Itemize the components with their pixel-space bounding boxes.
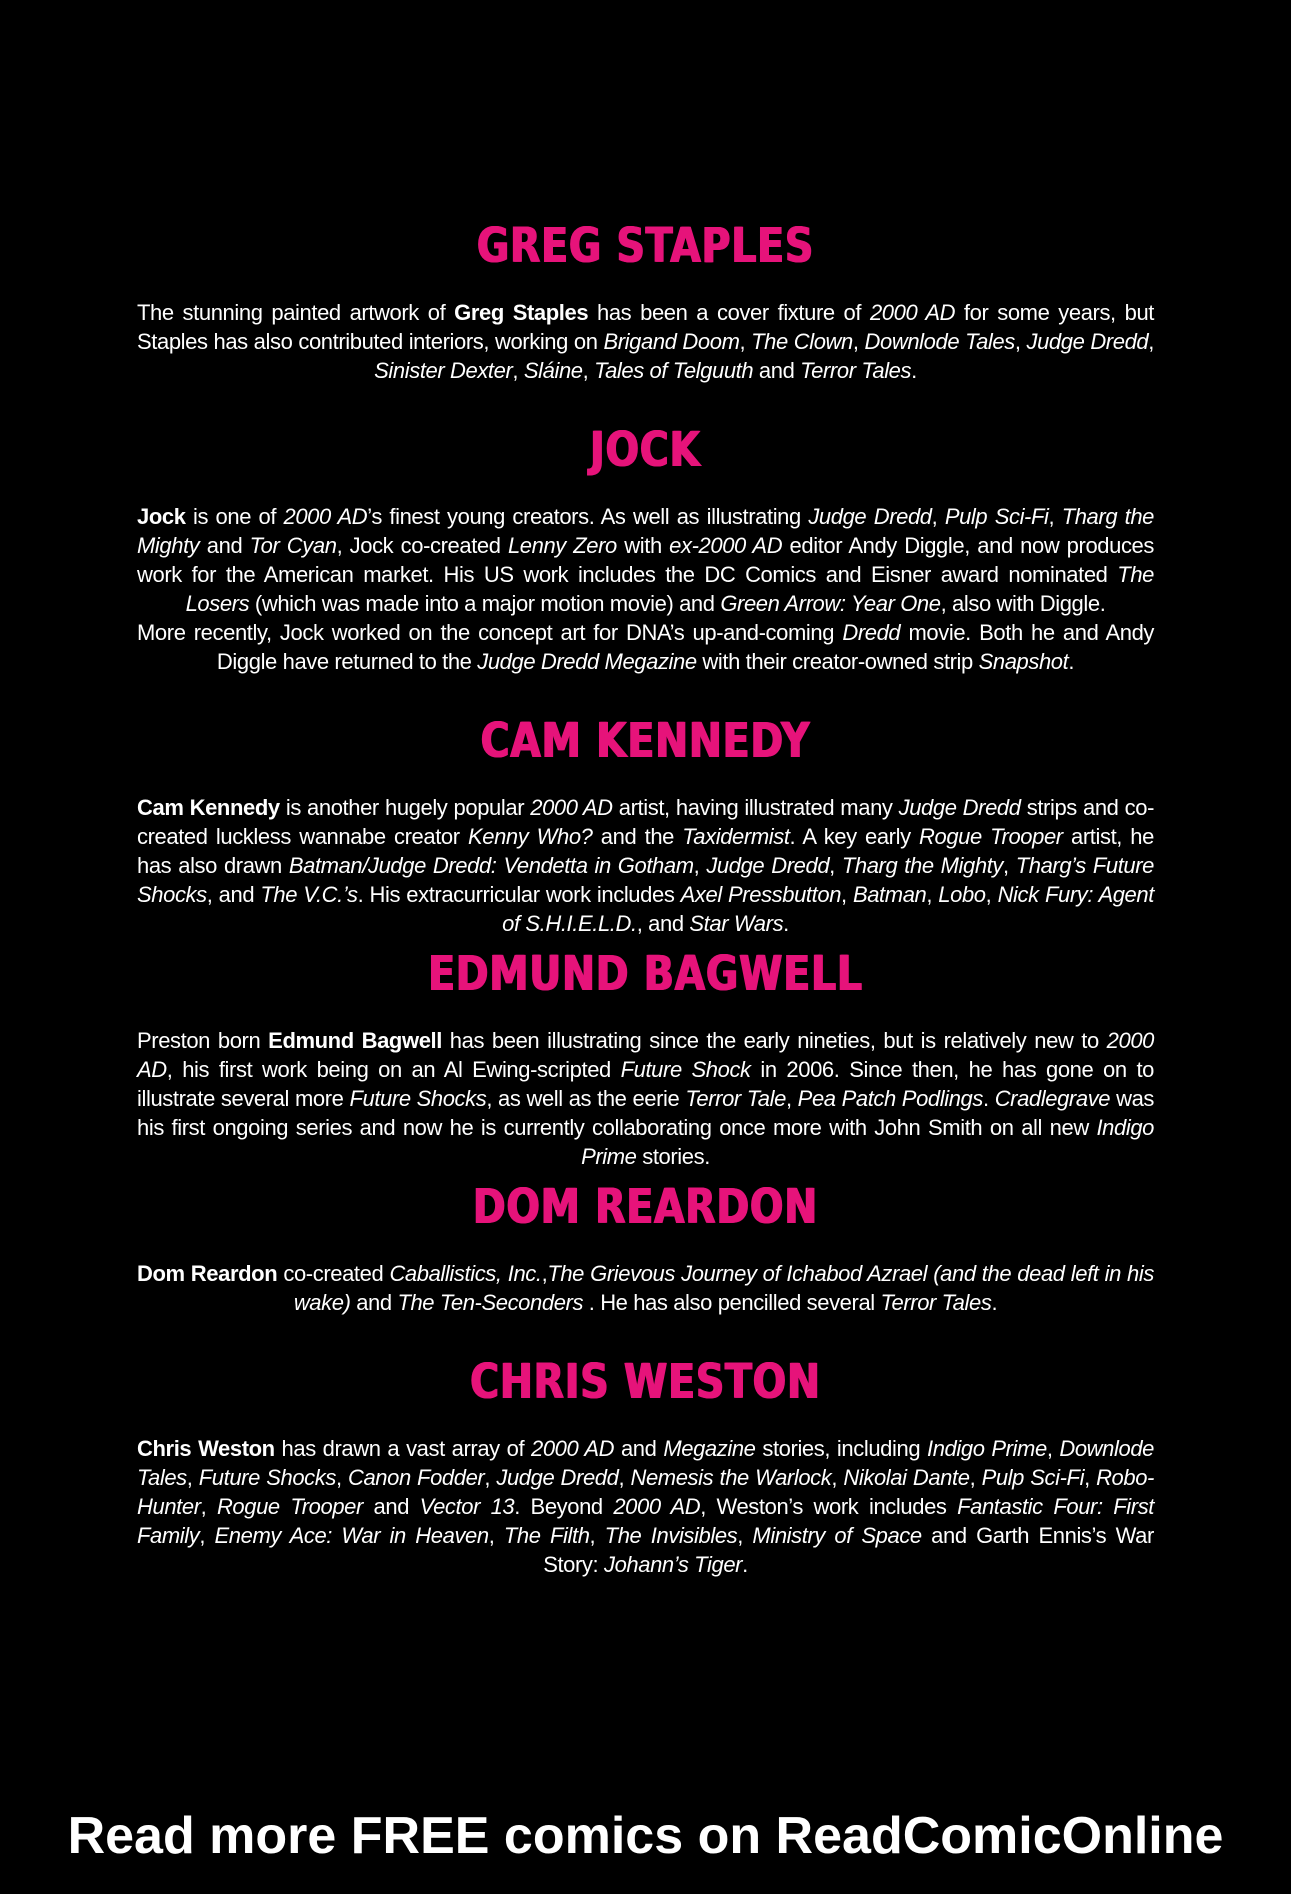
- work-title: Future Shock: [620, 1057, 751, 1082]
- work-title: Tharg the Mighty: [137, 504, 1154, 558]
- bio-text-run: More recently, Jock worked on the concept art for DNA’s up-and-coming: [137, 620, 843, 645]
- work-title: Pulp Sci-Fi: [981, 1465, 1085, 1490]
- work-title: Pea Patch Podlings: [797, 1086, 983, 1111]
- bio-jock: [137, 422, 1154, 676]
- work-title: Pulp Sci-Fi: [944, 504, 1049, 529]
- bio-text-run: ,: [1048, 504, 1062, 529]
- work-title: Judge Dredd: [496, 1465, 619, 1490]
- work-title: Megazine: [663, 1436, 756, 1461]
- bio-text-run: stories, including: [755, 1436, 927, 1461]
- bio-text-run: ,: [541, 1261, 548, 1286]
- bio-text-run: is another hugely popular: [279, 795, 531, 820]
- bio-text-run: has drawn a vast array of: [274, 1436, 532, 1461]
- bio-text-run: ,: [335, 1465, 348, 1490]
- work-title: Terror Tales: [800, 358, 912, 383]
- bio-text-run: strips and co-created luckless wannabe creator: [137, 795, 1154, 849]
- bio-text-run: and Garth Ennis’s War Story:: [543, 1523, 1154, 1577]
- bio-text-run: and the: [592, 824, 683, 849]
- work-title: Lobo: [938, 882, 986, 907]
- bio-text-run: ,: [785, 1086, 798, 1111]
- work-title: Lenny Zero: [507, 533, 617, 558]
- work-title: The Losers: [185, 562, 1154, 616]
- bio-text-run: , also with Diggle.: [940, 591, 1106, 616]
- work-title: Sinister Dexter: [374, 358, 513, 383]
- bio-text-run: was his first ongoing series and now he is currently collaborating once more with John Smith on all new: [137, 1086, 1155, 1140]
- work-title: Indigo Prime: [926, 1436, 1047, 1461]
- bio-text-run: and: [362, 1494, 420, 1519]
- bio-text-run: movie. Both he and Andy Diggle have returned to the: [216, 620, 1154, 674]
- bio-text-run: . Beyond: [514, 1494, 614, 1519]
- bio-text-run: artist, he has also drawn: [137, 824, 1154, 878]
- work-title: The Clown: [751, 329, 853, 354]
- bio-text-run: ,: [618, 1465, 631, 1490]
- bio-text-run: ,: [739, 329, 752, 354]
- bio-text-run: ,: [199, 1523, 215, 1548]
- bio-text-run: for some years, but Staples has also contributed interiors, working on: [137, 300, 1154, 354]
- work-title: The Invisibles: [604, 1523, 738, 1548]
- bio-text-run: (which was made into a major motion movie) and: [249, 591, 721, 616]
- bio-text-run: in 2006. Since then, he has gone on to illustrate several more: [137, 1057, 1154, 1111]
- work-title: Terror Tales: [880, 1290, 992, 1315]
- work-title: Judge Dredd: [808, 504, 932, 529]
- bio-text-run: ,: [852, 329, 865, 354]
- work-title: Star Wars: [689, 911, 784, 936]
- bio-text-run: and: [614, 1436, 664, 1461]
- bio-name-bold: Cam Kennedy: [137, 795, 280, 820]
- work-title: Tor Cyan: [249, 533, 337, 558]
- bio-text-run: , Jock co-created: [336, 533, 508, 558]
- bio-heading: JOCK: [590, 422, 701, 478]
- bio-heading: CHRIS WESTON: [470, 1354, 821, 1410]
- work-title: Axel Pressbutton: [680, 882, 842, 907]
- bio-text-run: ,: [589, 1523, 605, 1548]
- bio-text-run: ,: [1084, 1465, 1097, 1490]
- bio-text-run: .: [1068, 649, 1075, 674]
- work-title: Vector 13: [419, 1494, 515, 1519]
- work-title: Dredd: [842, 620, 901, 645]
- bio-text-run: , and: [206, 882, 261, 907]
- bio-text-run: and: [753, 358, 801, 383]
- work-title: The Filth: [503, 1523, 590, 1548]
- bio-text-run: ,: [926, 882, 939, 907]
- work-title: Tharg the Mighty: [841, 853, 1004, 878]
- bio-text-run: ,: [488, 1523, 504, 1548]
- work-title: Judge Dredd: [898, 795, 1021, 820]
- work-title: Kenny Who?: [467, 824, 593, 849]
- footer-banner: Read more FREE comics on ReadComicOnline: [67, 1807, 1224, 1865]
- bio-text: [137, 1259, 1154, 1317]
- work-title: Judge Dredd: [706, 853, 830, 878]
- work-title: Future Shocks: [349, 1086, 487, 1111]
- bio-text-run: co-created: [277, 1261, 390, 1286]
- bio-heading: GREG STAPLES: [476, 218, 815, 274]
- work-title: Brigand Doom: [603, 329, 740, 354]
- bio-chris-weston: [137, 1354, 1155, 1579]
- bio-text-run: Preston born: [137, 1028, 269, 1053]
- work-title: Robo-Hunter: [137, 1465, 1154, 1519]
- bio-text-run: ,: [1003, 853, 1016, 878]
- bio-text-run: ,: [829, 853, 842, 878]
- bio-text-run: ,: [1014, 329, 1027, 354]
- work-title: Green Arrow: Year One: [720, 591, 941, 616]
- bio-name-bold: Chris Weston: [137, 1436, 275, 1461]
- bio-text-run: , his first work being on an Al Ewing-scripted: [166, 1057, 621, 1082]
- work-title: 2000 AD: [137, 1028, 1154, 1082]
- bio-text: [137, 1026, 1154, 1171]
- bio-dom-reardon: [137, 1179, 1154, 1317]
- work-title: 2000 AD: [869, 300, 956, 325]
- bio-text-run: ,: [186, 1465, 199, 1490]
- bio-text-run: . A key early: [789, 824, 919, 849]
- bio-text-run: , Weston’s work includes: [700, 1494, 958, 1519]
- work-title: Nemesis the Warlock: [630, 1465, 832, 1490]
- work-title: Nick Fury: Agent of S.H.I.E.L.D.: [502, 882, 1154, 936]
- work-title: The V.C.’s: [260, 882, 358, 907]
- bio-text-run: stories.: [636, 1144, 710, 1169]
- bio-text-run: ’s finest young creators. As well as illustrating: [367, 504, 809, 529]
- work-title: Canon Fodder: [347, 1465, 485, 1490]
- bio-text-run: . He has also pencilled several: [583, 1290, 881, 1315]
- bio-text-run: ,: [985, 882, 998, 907]
- bio-edmund-bagwell: [137, 946, 1155, 1171]
- bio-text: [137, 298, 1154, 385]
- bio-text-run: ,: [512, 358, 524, 383]
- work-title: Judge Dredd: [1026, 329, 1149, 354]
- work-title: Judge Dredd Megazine: [477, 649, 697, 674]
- bio-text-run: ,: [582, 358, 595, 383]
- work-title: 2000 AD: [531, 1436, 615, 1461]
- bio-text-run: artist, having illustrated many: [612, 795, 899, 820]
- bio-text-run: .: [742, 1552, 748, 1577]
- bio-text-run: ,: [831, 1465, 844, 1490]
- work-title: Batman: [852, 882, 927, 907]
- bio-text-run: ,: [931, 504, 945, 529]
- work-title: Taxidermist: [682, 824, 790, 849]
- bio-heading: CAM KENNEDY: [480, 713, 811, 769]
- work-title: The Ten-Seconders: [397, 1290, 584, 1315]
- work-title: Downlode Tales: [137, 1436, 1154, 1490]
- bio-text-run: ,: [841, 882, 853, 907]
- work-title: 2000 AD: [283, 504, 368, 529]
- bio-text-run: ,: [1148, 329, 1154, 354]
- bio-text-run: , as well as the eerie: [486, 1086, 686, 1111]
- bio-text-run: with their creator-owned strip: [696, 649, 979, 674]
- bio-text-run: . His extracurricular work includes: [357, 882, 681, 907]
- bio-text-run: is one of: [185, 504, 284, 529]
- bio-text-run: has been illustrating since the early nineties, but is relatively new to: [441, 1028, 1107, 1053]
- bio-text: [137, 793, 1154, 938]
- bio-name-bold: Jock: [137, 504, 186, 529]
- bio-text-run: , and: [636, 911, 690, 936]
- work-title: Rogue Trooper: [919, 824, 1063, 849]
- bio-cam-kennedy: [137, 713, 1155, 938]
- work-title: Batman/Judge Dredd: Vendetta in Gotham: [288, 853, 694, 878]
- bio-heading: DOM REARDON: [472, 1179, 819, 1235]
- work-title: Johann’s Tiger: [603, 1552, 743, 1577]
- work-title: 2000 AD: [613, 1494, 701, 1519]
- work-title: Enemy Ace: War in Heaven: [214, 1523, 489, 1548]
- bio-text-run: and: [199, 533, 250, 558]
- bio-text-run: .: [911, 358, 917, 383]
- work-title: Caballistics, Inc.: [389, 1261, 542, 1286]
- work-title: The Grievous Journey of Ichabod Azrael (and the dead left in his wake): [293, 1261, 1154, 1315]
- bio-text-run: ,: [693, 853, 707, 878]
- bio-text-run: ,: [1046, 1436, 1060, 1461]
- work-title: Ministry of Space: [752, 1523, 922, 1548]
- bio-text-run: .: [783, 911, 789, 936]
- bio-text-run: ,: [737, 1523, 753, 1548]
- bio-text: [137, 1434, 1154, 1579]
- bio-text-run: .: [991, 1290, 998, 1315]
- bio-name-bold: Edmund Bagwell: [268, 1028, 442, 1053]
- work-title: Downlode Tales: [864, 329, 1015, 354]
- bio-text-run: ,: [484, 1465, 497, 1490]
- bio-text-run: The stunning painted artwork of: [137, 300, 455, 325]
- bio-text-run: has been a cover fixture of: [588, 300, 870, 325]
- bio-name-bold: Greg Staples: [454, 300, 589, 325]
- bio-text-run: and: [350, 1290, 398, 1315]
- bio-text-run: with: [616, 533, 670, 558]
- work-title: Sláine: [523, 358, 583, 383]
- work-title: Indigo Prime: [581, 1115, 1154, 1169]
- work-title: Terror Tale: [685, 1086, 786, 1111]
- work-title: Fantastic Four: First Family: [137, 1494, 1155, 1548]
- work-title: Cradlegrave: [994, 1086, 1111, 1111]
- work-title: Future Shocks: [198, 1465, 336, 1490]
- bio-text-run: ,: [969, 1465, 982, 1490]
- work-title: Snapshot: [978, 649, 1069, 674]
- bio-text: [137, 502, 1154, 676]
- work-title: Tharg’s Future Shocks: [137, 853, 1155, 907]
- work-title: Nikolai Dante: [843, 1465, 970, 1490]
- bio-text-run: ,: [200, 1494, 217, 1519]
- work-title: Tales of Telguuth: [594, 358, 754, 383]
- work-title: ex-2000 AD: [669, 533, 783, 558]
- bio-greg-staples: [137, 218, 1154, 385]
- work-title: 2000 AD: [530, 795, 613, 820]
- bio-text-run: .: [983, 1086, 995, 1111]
- bio-name-bold: Dom Reardon: [137, 1261, 278, 1286]
- bio-text-run: editor Andy Diggle, and now produces work for the American market. His US work includes the DC Comics and Eisner award nominated: [137, 533, 1154, 587]
- bio-heading: EDMUND BAGWELL: [428, 946, 863, 1002]
- work-title: Rogue Trooper: [216, 1494, 363, 1519]
